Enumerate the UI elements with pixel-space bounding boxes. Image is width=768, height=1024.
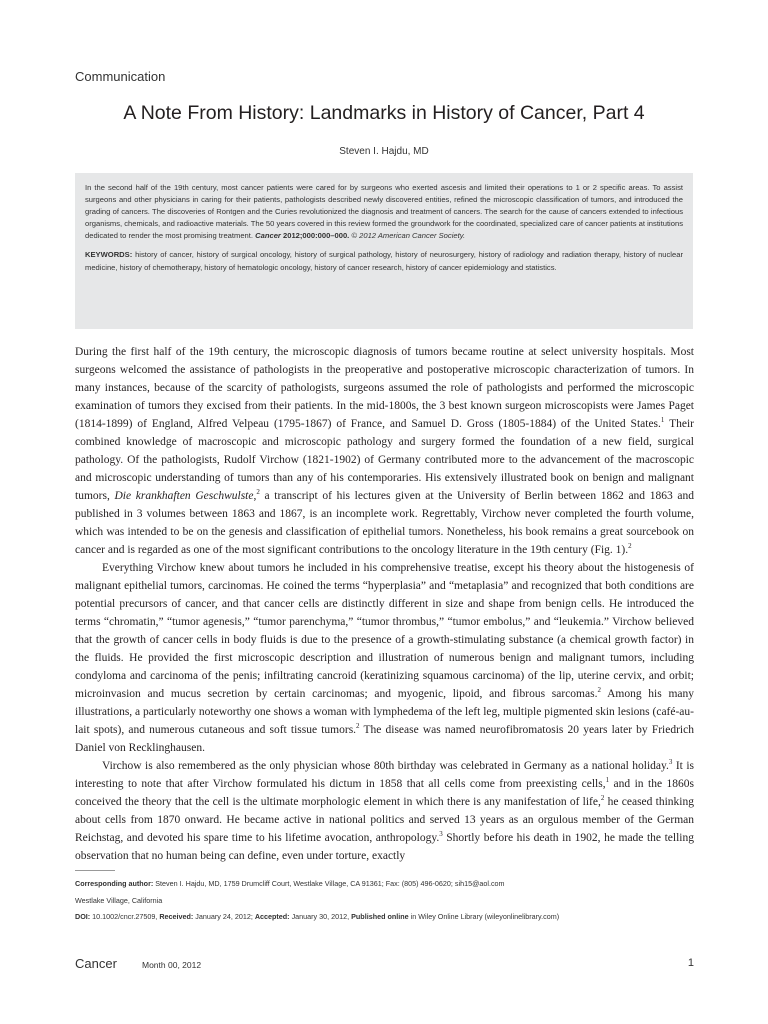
p1-text-a: During the first half of the 19th century, the microscopic diagnosis of tumors became routine at select university hospitals. Most surgeons welcomed the assistance of pathologists in the preoperative and postoperative microscopic characterization of tumors. In many instances, because of the scarcity of pathologists, surgeons assumed the role of pathologists and performed the microscopic examination of tumors they excised from their patients. In the mid-1800s, the 3 best known surgeon microscopists were James Paget (1814-1899) of England, Alfred Velpeau (1795-1867) of France, and Samuel D. Gross (1805-1884) of the United States. bbox=[75, 346, 694, 430]
published-label: Published online bbox=[351, 912, 409, 921]
p2-text-c: The disease was named neurofibromatosis 20 years later by Friedrich Daniel von Recklinghausen. bbox=[75, 724, 694, 754]
keywords-label: KEYWORDS: bbox=[85, 250, 133, 260]
paragraph-1: During the first half of the 19th century, the microscopic diagnosis of tumors became routine at select university hospitals. Most surgeons welcomed the assistance of pathologists in the preoperative and postoperative microscopic characterization of tumors. In many instances, because of the scarcity of pathologists, surgeons assumed the role of pathologists and performed the microscopic examination of tumors they excised from their patients. In the mid-1800s, the 3 best known surgeon microscopists were James Paget (1814-1899) of England, Alfred Velpeau (1795-1867) of France, and Samuel D. Gross (1805-1884) of the United States.$^1$ Their combined knowledge of macroscopic and microscopic pathology and surgery formed the foundation of a new field, surgical pathology. Of the pathologists, Rudolf Virchow (1821-1902) of Germany contributed more to the advancement of the macroscopic and microscopic understanding of tumors than any of his contemporaries. His extensively illustrated book on benign and malignant tumors, Die krankhaften Geschwulste,$^2$ a transcript of his lectures given at the University of Berlin between 1862 and 1863 and published in 3 volumes between 1863 and 1867, is an incomplete work. Regrettably, Virchow never completed the fourth volume, which was intended to be on the genesis and classification of epithelial tumors. Nonetheless, his book remains a great sourcebook on cancer and is regarded as one of the most significant contributions to the oncology literature in the 19th century (Fig. 1).$^2$ bbox=[75, 346, 694, 556]
article-body bbox=[75, 343, 694, 865]
citation-ref: 2012;000:000–000. bbox=[283, 231, 350, 241]
keywords bbox=[85, 249, 683, 273]
published-value: in Wiley Online Library (wileyonlinelibrary.com) bbox=[408, 912, 560, 921]
p2-text-b: Among his many illustrations, a particularly noteworthy one shows a woman with lymphedema of the left leg, multiple pigmented skin lesions (café-au-lait spots), and numerous cutaneous and soft tissue tumors. bbox=[75, 688, 695, 736]
footnote-divider bbox=[75, 870, 115, 871]
doi-value: 10.1002/cncr.27509, bbox=[90, 912, 160, 921]
abstract-box bbox=[75, 173, 693, 329]
citation-ref: 2 bbox=[256, 488, 260, 497]
paragraph-2 bbox=[75, 559, 694, 757]
p3-text-a: Virchow is also remembered as the only physician whose 80th birthday was celebrated in Germany as a national holiday. bbox=[102, 760, 669, 772]
p1-text-c: a transcript of his lectures given at the University of Berlin between 1862 and 1863 and published in 3 volumes between 1863 and 1867, is an incomplete work. Regrettably, Virchow never completed the fourth volume, which was intended to be on the genesis and classification of epithelial tumors. Nonetheless, his book remains a great sourcebook on cancer and is regarded as one of the most significant contributions to the oncology literature in the 19th century (Fig. 1). bbox=[75, 490, 694, 556]
corr-label: Corresponding author: bbox=[75, 879, 154, 888]
doi-label: DOI: bbox=[75, 912, 91, 921]
issue-date: Month 00, 2012 bbox=[142, 960, 202, 970]
citation-ref: 3 bbox=[668, 758, 673, 767]
citation-ref: 2 bbox=[356, 722, 360, 731]
citation-ref: 2 bbox=[628, 542, 632, 551]
p2-text-a: Everything Virchow knew about tumors he included in his comprehensive treatise, except his theory about the histogenesis of malignant epithelial tumors, carcinomas. He coined the terms “hyperplasia” and “metaplasia” and recognized that both conditions are potential precursors of cancer, and that cancer cells are distinctly different in size and shape from benign cells. He introduced the terms “chromatin,” “tumor agenesis,” “tumor parenchyma,” “tumor thrombus,” “tumor embolus,” and “leukemia.” Virchow believed that the growth of cancer cells in body fluids is due to the presence of a growth-stimulating substance (a chemical growth factor) in the fluids. He provided the first microscopic description and illustration of numerous benign and malignant tumors, including condyloma and carcinoma of the penis; infiltrating cancroid (keratinizing squamous carcinoma) of the lip, uterine cervix, and orbit; microinvasion and mucus secretion by certain carcinomas; and myogenic, lipoid, and fibrous sarcomas. bbox=[75, 562, 694, 700]
accepted-label: Accepted: bbox=[254, 912, 290, 921]
citation-ref: 1 bbox=[605, 776, 610, 785]
citation-ref: 2 bbox=[597, 686, 601, 695]
p3-text-b: It is interesting to note that after Virchow formulated his dictum in 1858 that all cells come from preexisting cells, bbox=[75, 760, 694, 790]
p1-text-b: Their combined knowledge of macroscopic and microscopic pathology and surgery formed the foundation of a new field, surgical pathology. Of the pathologists, Rudolf Virchow (1821-1902) of Germany contributed more to the advancement of the macroscopic and microscopic understanding of tumors than any of his contemporaries. His extensively illustrated book on benign and malignant tumors, bbox=[75, 418, 694, 502]
paragraph-3 bbox=[75, 757, 694, 865]
book-title: Die krankhaften Geschwulste bbox=[114, 490, 254, 502]
p3-text-c: and in the 1860s conceived the theory that the cell is the ultimate morphologic element in which there is any manifestation of life, bbox=[75, 778, 694, 808]
received-label: Received: bbox=[159, 912, 194, 921]
abstract-body: In the second half of the 19th century, most cancer patients were cared for by surgeons who exerted ascesis and limited their operations to 1 or 2 specific areas. To assist surgeons and other physicians in caring for their patients, pathologists described newly discovered entities, refined the microscopic classification of tumors, and introduced the grading of cancers. The discoveries of Rontgen and the Curies revolutionized the diagnosis and treatment of cancers. The search for the cause of cancers extended to infectious organisms, chemicals, and radioactive materials. The 50 years covered in this review formed the groundwork for the coordinated, specialized care of cancer patients at institutions dedicated to render the most promising treatment. bbox=[85, 183, 683, 241]
section-label: Communication bbox=[75, 69, 166, 84]
accepted-value: January 30, 2012, bbox=[289, 912, 352, 921]
abstract-text bbox=[85, 182, 683, 242]
citation-ref: 3 bbox=[439, 830, 443, 839]
citation-ref: 2 bbox=[600, 794, 605, 803]
keywords-list: history of cancer, history of surgical oncology, history of surgical pathology, history of neurosurgery, history of radiology and radiation therapy, history of nuclear medicine, history of chemotherapy, history of hematologic oncology, history of cancer research, history of cancer epidemiology and statistics. bbox=[85, 250, 683, 272]
journal-name: Cancer bbox=[75, 956, 117, 971]
page-number: 1 bbox=[687, 957, 694, 969]
corresponding-author bbox=[75, 878, 694, 890]
p3-text-d: he ceased thinking about cells from 1870 onward. He became active in national politics and served 13 years as an orgulous member of the German Reichstag, and devoted his spare time to his lifetime avocation, anthropology. bbox=[75, 796, 694, 844]
affiliation: Westlake Village, California bbox=[75, 895, 163, 905]
p3-text-e: Shortly before his death in 1902, he made the telling observation that no human being can define, even under torture, exactly bbox=[75, 832, 694, 862]
corr-text: Steven I. Hajdu, MD, 1759 Drumcliff Court, Westlake Village, CA 91361; Fax: (805) 496-0620; sih15@aol.com bbox=[153, 879, 505, 888]
author-name: Steven I. Hajdu, MD bbox=[339, 146, 429, 157]
received-value: January 24, 2012; bbox=[193, 912, 255, 921]
footnotes bbox=[75, 878, 694, 928]
citation-ref: 1 bbox=[660, 416, 665, 425]
article-title: A Note From History: Landmarks in History of Cancer, Part 4 bbox=[123, 102, 645, 124]
citation-journal: Cancer bbox=[255, 231, 281, 241]
publication-info bbox=[75, 911, 694, 923]
copyright: © 2012 American Cancer Society. bbox=[351, 231, 466, 241]
